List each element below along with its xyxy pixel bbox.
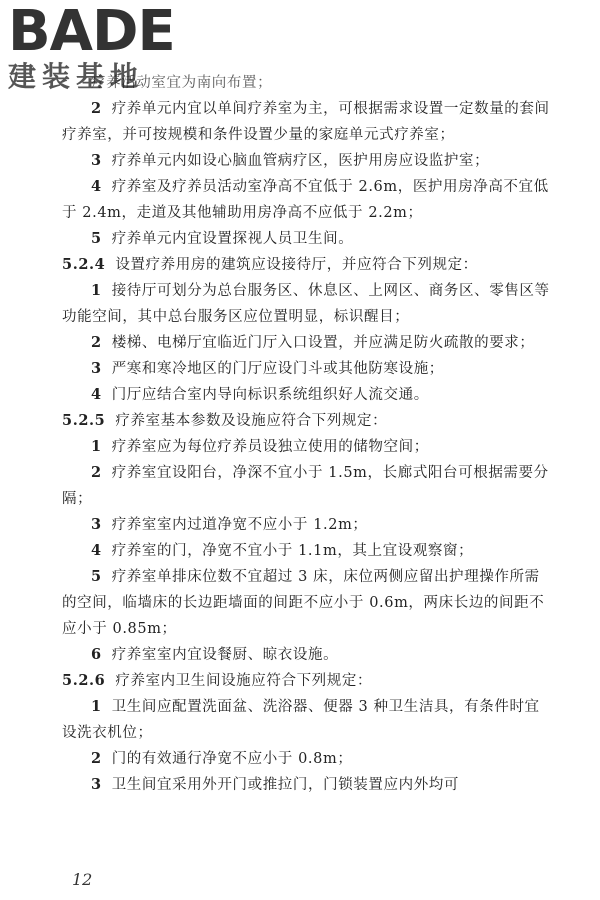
item-number: 4 bbox=[91, 542, 102, 559]
logo-subtitle: 建装基地 bbox=[8, 60, 145, 93]
item-number: 3 bbox=[91, 776, 102, 793]
section-clause bbox=[62, 408, 550, 434]
item-number: 3 bbox=[91, 360, 102, 377]
item-text: 设置疗养用房的建筑应设接待厅，并应符合下列规定： bbox=[115, 257, 478, 273]
item-text: 门厅应结合室内导向标识系统组织好人流交通。 bbox=[111, 387, 429, 403]
list-item bbox=[62, 148, 550, 174]
section-clause bbox=[62, 252, 550, 278]
item-text: 疗养室基本参数及设施应符合下列规定： bbox=[115, 413, 388, 429]
list-item bbox=[62, 538, 550, 564]
item-text: 严寒和寒冷地区的门厅应设门斗或其他防寒设施； bbox=[111, 361, 444, 377]
section-clause bbox=[62, 668, 550, 694]
list-item bbox=[62, 642, 550, 668]
list-item bbox=[62, 772, 550, 798]
list-item bbox=[62, 564, 550, 642]
item-number: 2 bbox=[91, 750, 102, 767]
item-number: 2 bbox=[91, 100, 102, 117]
item-number: 1 bbox=[91, 438, 102, 455]
item-number: 3 bbox=[91, 152, 102, 169]
item-text: 疗养室单排床位数不宜超过 3 床，床位两侧应留出护理操作所需的空间，临墙床的长边距墙面的间距不应小于 0.6m，两床长边的间距不应小于 0.85m； bbox=[62, 569, 545, 637]
item-text: 疗养室室内过道净宽不应小于 1.2m； bbox=[111, 517, 368, 533]
list-item bbox=[62, 96, 550, 148]
item-number: 3 bbox=[91, 516, 102, 533]
item-text: 接待厅可划分为总台服务区、休息区、上网区、商务区、零售区等功能空间，其中总台服务区应位置明显，标识醒目； bbox=[62, 283, 550, 325]
list-item bbox=[62, 330, 550, 356]
item-text: 卫生间应配置洗面盆、洗浴器、便器 3 种卫生洁具，有条件时宜设洗衣机位； bbox=[62, 699, 540, 741]
item-text: 疗养室宜设阳台，净深不宜小于 1.5m，长廊式阳台可根据需要分隔； bbox=[62, 465, 549, 507]
item-text: 疗养单元内宜以单间疗养室为主，可根据需求设置一定数量的套间疗养室，并可按规模和条件设置少量的家庭单元式疗养室； bbox=[62, 101, 550, 143]
list-item bbox=[62, 174, 550, 226]
item-text: 门的有效通行净宽不应小于 0.8m； bbox=[111, 751, 353, 767]
list-item bbox=[62, 382, 550, 408]
list-item bbox=[62, 356, 550, 382]
item-text: 疗养室应为每位疗养员设独立使用的储物空间； bbox=[111, 439, 429, 455]
item-text: 疗养室的门，净宽不宜小于 1.1m，其上宜设观察窗； bbox=[111, 543, 474, 559]
partial-first-line: 疗养活动室宜为南向布置； bbox=[91, 75, 273, 91]
item-text: 疗养室内卫生间设施应符合下列规定： bbox=[115, 673, 373, 689]
item-text: 疗养单元内宜设置探视人员卫生间。 bbox=[111, 231, 354, 247]
item-number: 4 bbox=[91, 386, 102, 403]
section-number: 5.2.6 bbox=[62, 672, 106, 689]
list-item bbox=[62, 226, 550, 252]
item-text: 楼梯、电梯厅宜临近门厅入口设置，并应满足防火疏散的要求； bbox=[111, 335, 535, 351]
list-item bbox=[62, 460, 550, 512]
list-item bbox=[62, 434, 550, 460]
item-number: 5 bbox=[91, 568, 102, 585]
item-number: 4 bbox=[91, 178, 102, 195]
list-item bbox=[62, 694, 550, 746]
item-number: 6 bbox=[91, 646, 102, 663]
item-number: 1 bbox=[91, 282, 102, 299]
item-text: 疗养室室内宜设餐厨、晾衣设施。 bbox=[111, 647, 339, 663]
section-number: 5.2.4 bbox=[62, 256, 106, 273]
clause-list bbox=[62, 96, 550, 798]
list-item bbox=[62, 746, 550, 772]
item-text: 疗养单元内如设心脑血管病疗区，医护用房应设监护室； bbox=[111, 153, 490, 169]
page-number: 12 bbox=[72, 870, 93, 889]
list-item bbox=[62, 512, 550, 538]
item-number: 1 bbox=[91, 698, 102, 715]
item-number: 2 bbox=[91, 334, 102, 351]
section-number: 5.2.5 bbox=[62, 412, 106, 429]
item-text: 卫生间宜采用外开门或推拉门，门锁装置应内外均可 bbox=[111, 777, 460, 793]
document-body bbox=[62, 70, 550, 798]
logo-brand: BADE bbox=[8, 0, 175, 64]
item-number: 5 bbox=[91, 230, 102, 247]
item-number: 2 bbox=[91, 464, 102, 481]
item-text: 疗养室及疗养员活动室净高不宜低于 2.6m，医护用房净高不宜低于 2.4m，走道及其他辅助用房净高不应低于 2.2m； bbox=[62, 179, 549, 221]
list-item bbox=[62, 278, 550, 330]
